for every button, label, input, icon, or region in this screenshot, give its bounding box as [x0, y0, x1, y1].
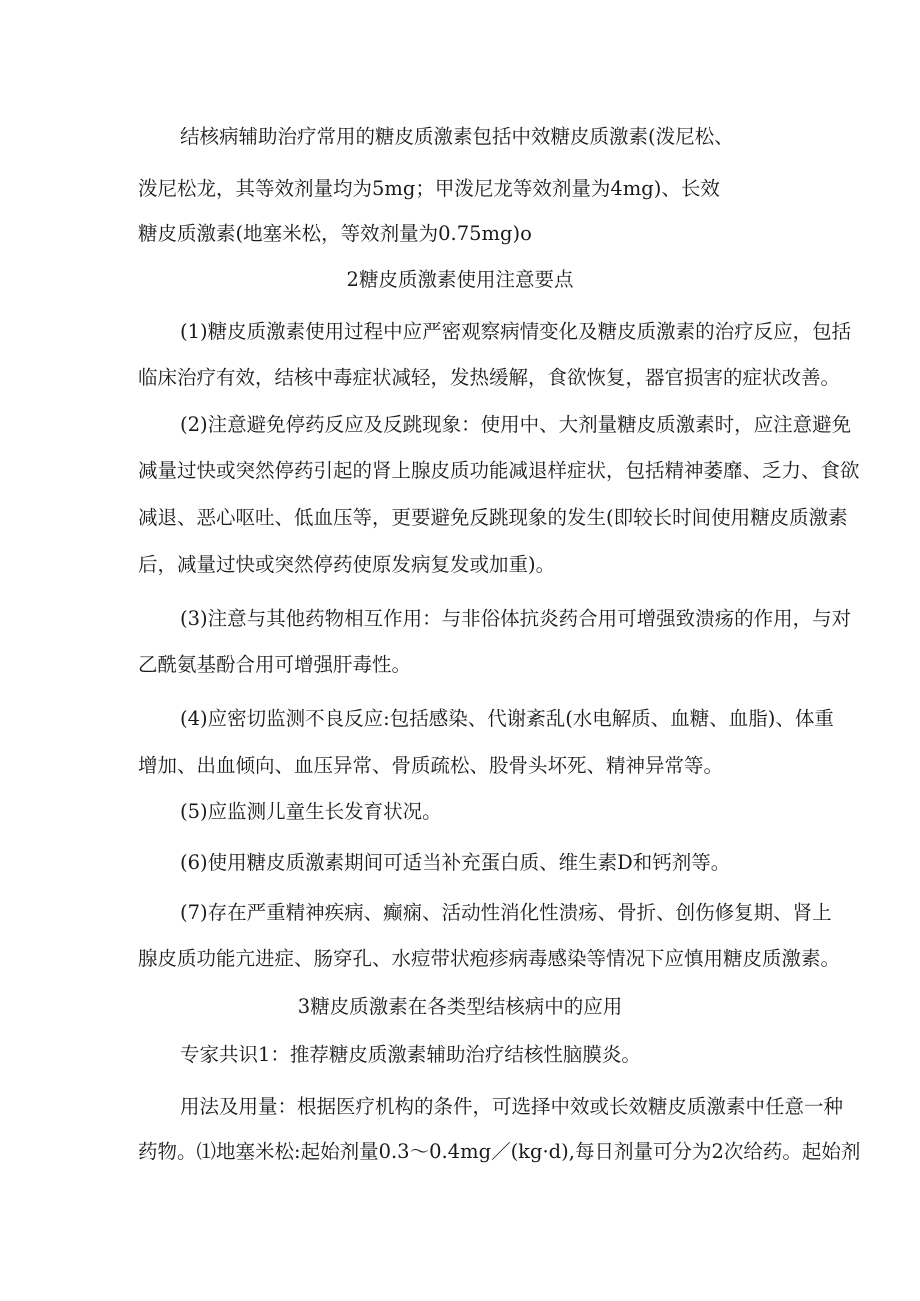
- section-2-item-5: (5)应监测儿童生长发育状况。: [180, 800, 442, 823]
- section-2-item-1-line-2: 临床治疗有效，结核中毒症状减轻，发热缓解，食欲恢复，器官损害的症状改善。: [138, 366, 841, 389]
- usage-line-1: 用法及用量：根据医疗机构的条件，可选择中效或长效糖皮质激素中任意一种: [180, 1095, 844, 1118]
- section-3-heading: 3糖皮质激素在各类型结核病中的应用: [297, 995, 623, 1018]
- section-2-item-4-line-1: (4)应密切监测不良反应:包括感染、代谢紊乱(水电解质、血糖、血脂)、体重: [180, 707, 834, 730]
- section-2-item-2-line-4: 后，减量过快或突然停药使原发病复发或加重)。: [138, 553, 556, 576]
- section-2-item-7-line-2: 腺皮质功能亢进症、肠穿孔、水痘带状疱疹病毒感染等情况下应慎用糖皮质激素。: [138, 947, 841, 970]
- intro-line-1: 结核病辅助治疗常用的糖皮质激素包括中效糖皮质激素(泼尼松、: [180, 125, 734, 148]
- section-2-heading: 2糖皮质激素使用注意要点: [346, 268, 574, 291]
- expert-consensus-1: 专家共识1：推荐糖皮质激素辅助治疗结核性脑膜炎。: [180, 1043, 641, 1066]
- intro-line-2: 泼尼松龙，其等效剂量均为5mg；甲泼尼龙等效剂量为4mg)、长效: [138, 177, 720, 200]
- section-2-item-2-line-2: 减量过快或突然停药引起的肾上腺皮质功能减退样症状，包括精神萎靡、乏力、食欲: [138, 459, 860, 482]
- section-2-item-6: (6)使用糖皮质激素期间可适当补充蛋白质、维生素D和钙剂等。: [180, 851, 731, 874]
- section-2-item-1-line-1: (1)糖皮质激素使用过程中应严密观察病情变化及糖皮质激素的治疗反应，包括: [180, 320, 852, 343]
- section-2-item-3-line-2: 乙酰氨基酚合用可增强肝毒性。: [138, 653, 412, 676]
- usage-line-2: 药物。⑴地塞米松:起始剂量0.3～0.4mg／(kg·d),每日剂量可分为2次给药。起始剂: [138, 1140, 861, 1163]
- section-2-item-3-line-1: (3)注意与其他药物相互作用：与非俗体抗炎药合用可增强致溃疡的作用，与对: [180, 607, 852, 630]
- intro-line-3: 糖皮质激素(地塞米松，等效剂量为0.75mg)o: [138, 222, 532, 245]
- section-2-item-4-line-2: 增加、出血倾向、血压异常、骨质疏松、股骨头坏死、精神异常等。: [138, 754, 724, 777]
- section-2-item-7-line-1: (7)存在严重精神疾病、癫痫、活动性消化性溃疡、骨折、创伤修复期、肾上: [180, 901, 832, 924]
- section-2-item-2-line-1: (2)注意避免停药反应及反跳现象：使用中、大剂量糖皮质激素时，应注意避免: [180, 413, 852, 436]
- section-2-item-2-line-3: 减退、恶心呕吐、低血压等，更要避免反跳现象的发生(即较长时间使用糖皮质激素: [138, 506, 848, 529]
